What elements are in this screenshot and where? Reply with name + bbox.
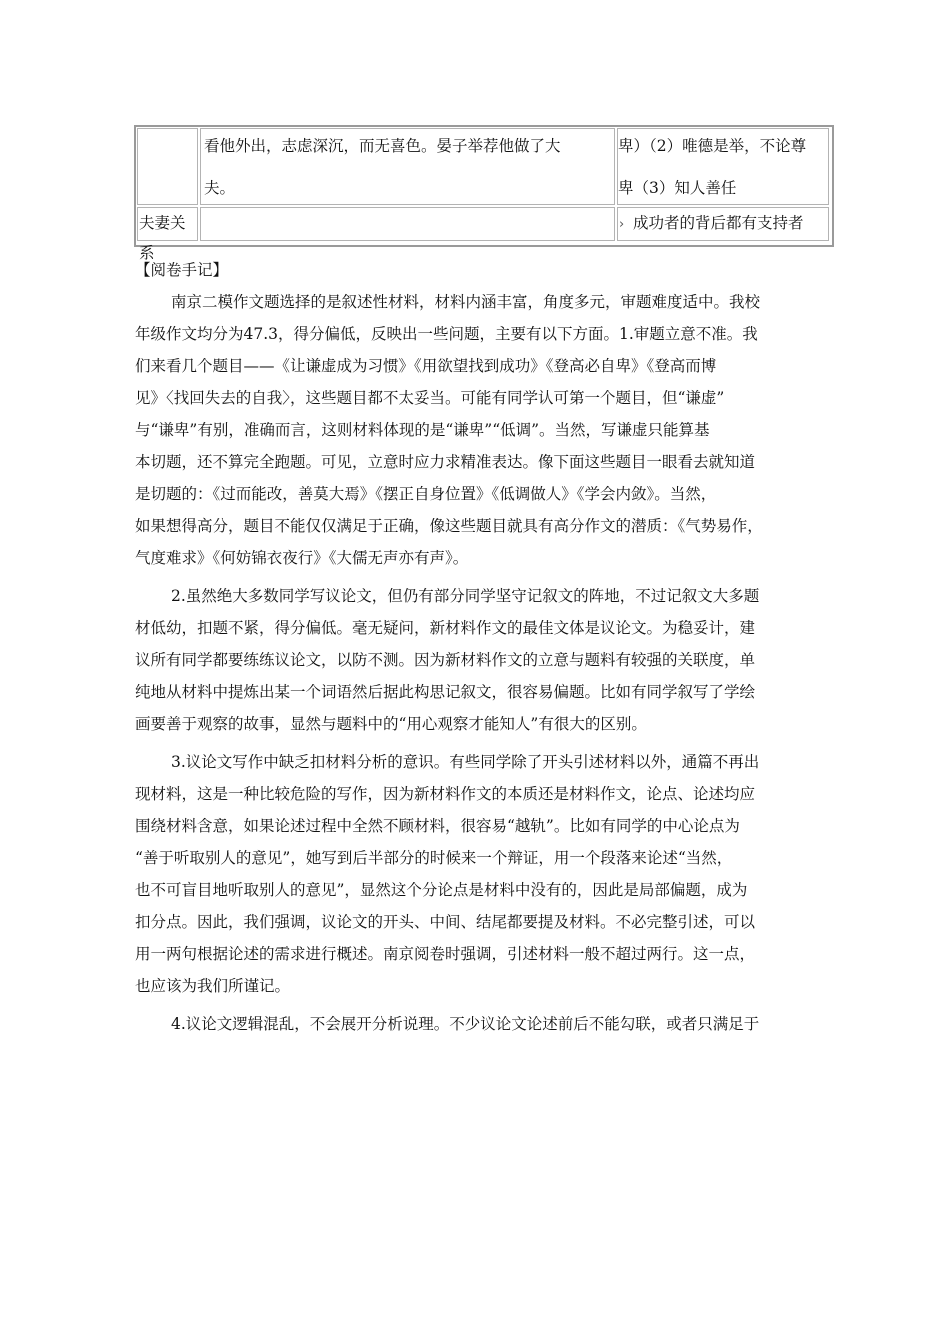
paragraph-line: 与“谦卑”有别，准确而言，这则材料体现的是“谦卑”“低调”。当然，写谦虚只能算基 <box>135 421 710 439</box>
paragraph-2 <box>135 580 835 740</box>
paragraph-line: 3.议论文写作中缺乏扣材料分析的意识。有些同学除了开头引述材料以外，通篇不再出 <box>171 753 760 771</box>
paragraph-line: 画要善于观察的故事，显然与题料中的“用心观察才能知人”有很大的区别。 <box>135 715 647 733</box>
paragraph-line: 纯地从材料中提炼出某一个词语然后据此构思记叙文，很容易偏题。比如有同学叙写了学绘 <box>135 683 756 701</box>
paragraph-line: 也应该为我们所谨记。 <box>135 977 291 995</box>
paragraph-line: 现材料，这是一种比较危险的写作，因为新材料作文的本质还是材料作文，论点、论述均应 <box>135 785 756 803</box>
table-cell-r2-c3 <box>617 207 829 241</box>
paragraph-line: 也不可盲目地听取别人的意见”，显然这个分论点是材料中没有的，因此是局部偏题，成为 <box>135 881 748 899</box>
paragraph-line: “善于听取别人的意见”，她写到后半部分的时候来一个辩证，用一个段落来论述“当然， <box>135 849 733 867</box>
paragraph-3 <box>135 746 835 1002</box>
paragraph-line: 材低幼，扣题不紧，得分偏低。毫无疑问，新材料作文的最佳文体是议论文。为稳妥计，建 <box>135 619 756 637</box>
section-title: 【阅卷手记】 <box>135 261 229 279</box>
paragraph-line: 2.虽然绝大多数同学写议论文，但仍有部分同学坚守记叙文的阵地，不过记叙文大多题 <box>171 587 760 605</box>
article-body <box>135 254 835 1040</box>
comparison-table <box>134 125 834 262</box>
bullet-marker-icon: › <box>619 217 625 232</box>
table-cell-r1-c3 <box>617 128 829 205</box>
paragraph-line: 是切题的：《过而能改，善莫大焉》《摆正自身位置》《低调做人》《学会内敛》。当然， <box>135 485 717 503</box>
paragraph-line: 围绕材料含意，如果论述过程中全然不顾材料，很容易“越轨”。比如有同学的中心论点为 <box>135 817 740 835</box>
paragraph-line: 如果想得高分，题目不能仅仅满足于正确，像这些题目就具有高分作文的潜质：《气势易作， <box>135 517 763 535</box>
table-cell-r1-c1 <box>137 128 198 205</box>
paragraph-4 <box>135 1008 835 1040</box>
paragraph-1 <box>135 286 835 574</box>
paragraph-line: 年级作文均分为47.3，得分偏低，反映出一些问题，主要有以下方面。1.审题立意不准。我 <box>135 325 758 343</box>
table-cell-r2-c2 <box>200 207 615 241</box>
paragraph-line: 扣分点。因此，我们强调，议论文的开头、中间、结尾都要提及材料。不必完整引述，可以 <box>135 913 756 931</box>
cell-text: 成功者的背后都有支持者 <box>633 214 804 232</box>
cell-text-line: 夫。 <box>204 179 236 197</box>
paragraph-line: 本切题，还不算完全跑题。可见，立意时应力求精准表达。像下面这些题目一眼看去就知道 <box>135 453 756 471</box>
paragraph-line: 4.议论文逻辑混乱，不会展开分析说理。不少议论文论述前后不能勾联，或者只满足于 <box>171 1015 760 1033</box>
paragraph-line: 气度难求》《何妨锦衣夜行》《大儒无声亦有声》。 <box>135 549 469 567</box>
paragraph-line: 见》〈找回失去的自我〉，这些题目都不太妥当。可能有同学认可第一个题目，但“谦虚” <box>135 389 725 407</box>
paragraph-line: 用一两句根据论述的需求进行概述。南京阅卷时强调，引述材料一般不超过两行。这一点， <box>135 945 756 963</box>
cell-text-line: 看他外出，志虑深沉，而无喜色。晏子举荐他做了大 <box>204 137 561 155</box>
cell-text-line: 卑）（2）唯德是举，不论尊 <box>618 137 807 155</box>
paragraph-line: 们来看几个题目——《让谦虚成为习惯》《用欲望找到成功》《登高必自卑》《登高而博 <box>135 357 717 375</box>
table-cell-relationship-label: 夫妻关系 <box>137 207 198 241</box>
table-cell-r1-c2 <box>200 128 615 205</box>
paragraph-line: 议所有同学都要练练议论文，以防不测。因为新材料作文的立意与题料有较强的关联度，单 <box>135 651 756 669</box>
cell-text-line: 卑（3）知人善任 <box>618 179 737 197</box>
paragraph-line: 南京二模作文题选择的是叙述性材料，材料内涵丰富，角度多元，审题难度适中。我校 <box>171 293 761 311</box>
